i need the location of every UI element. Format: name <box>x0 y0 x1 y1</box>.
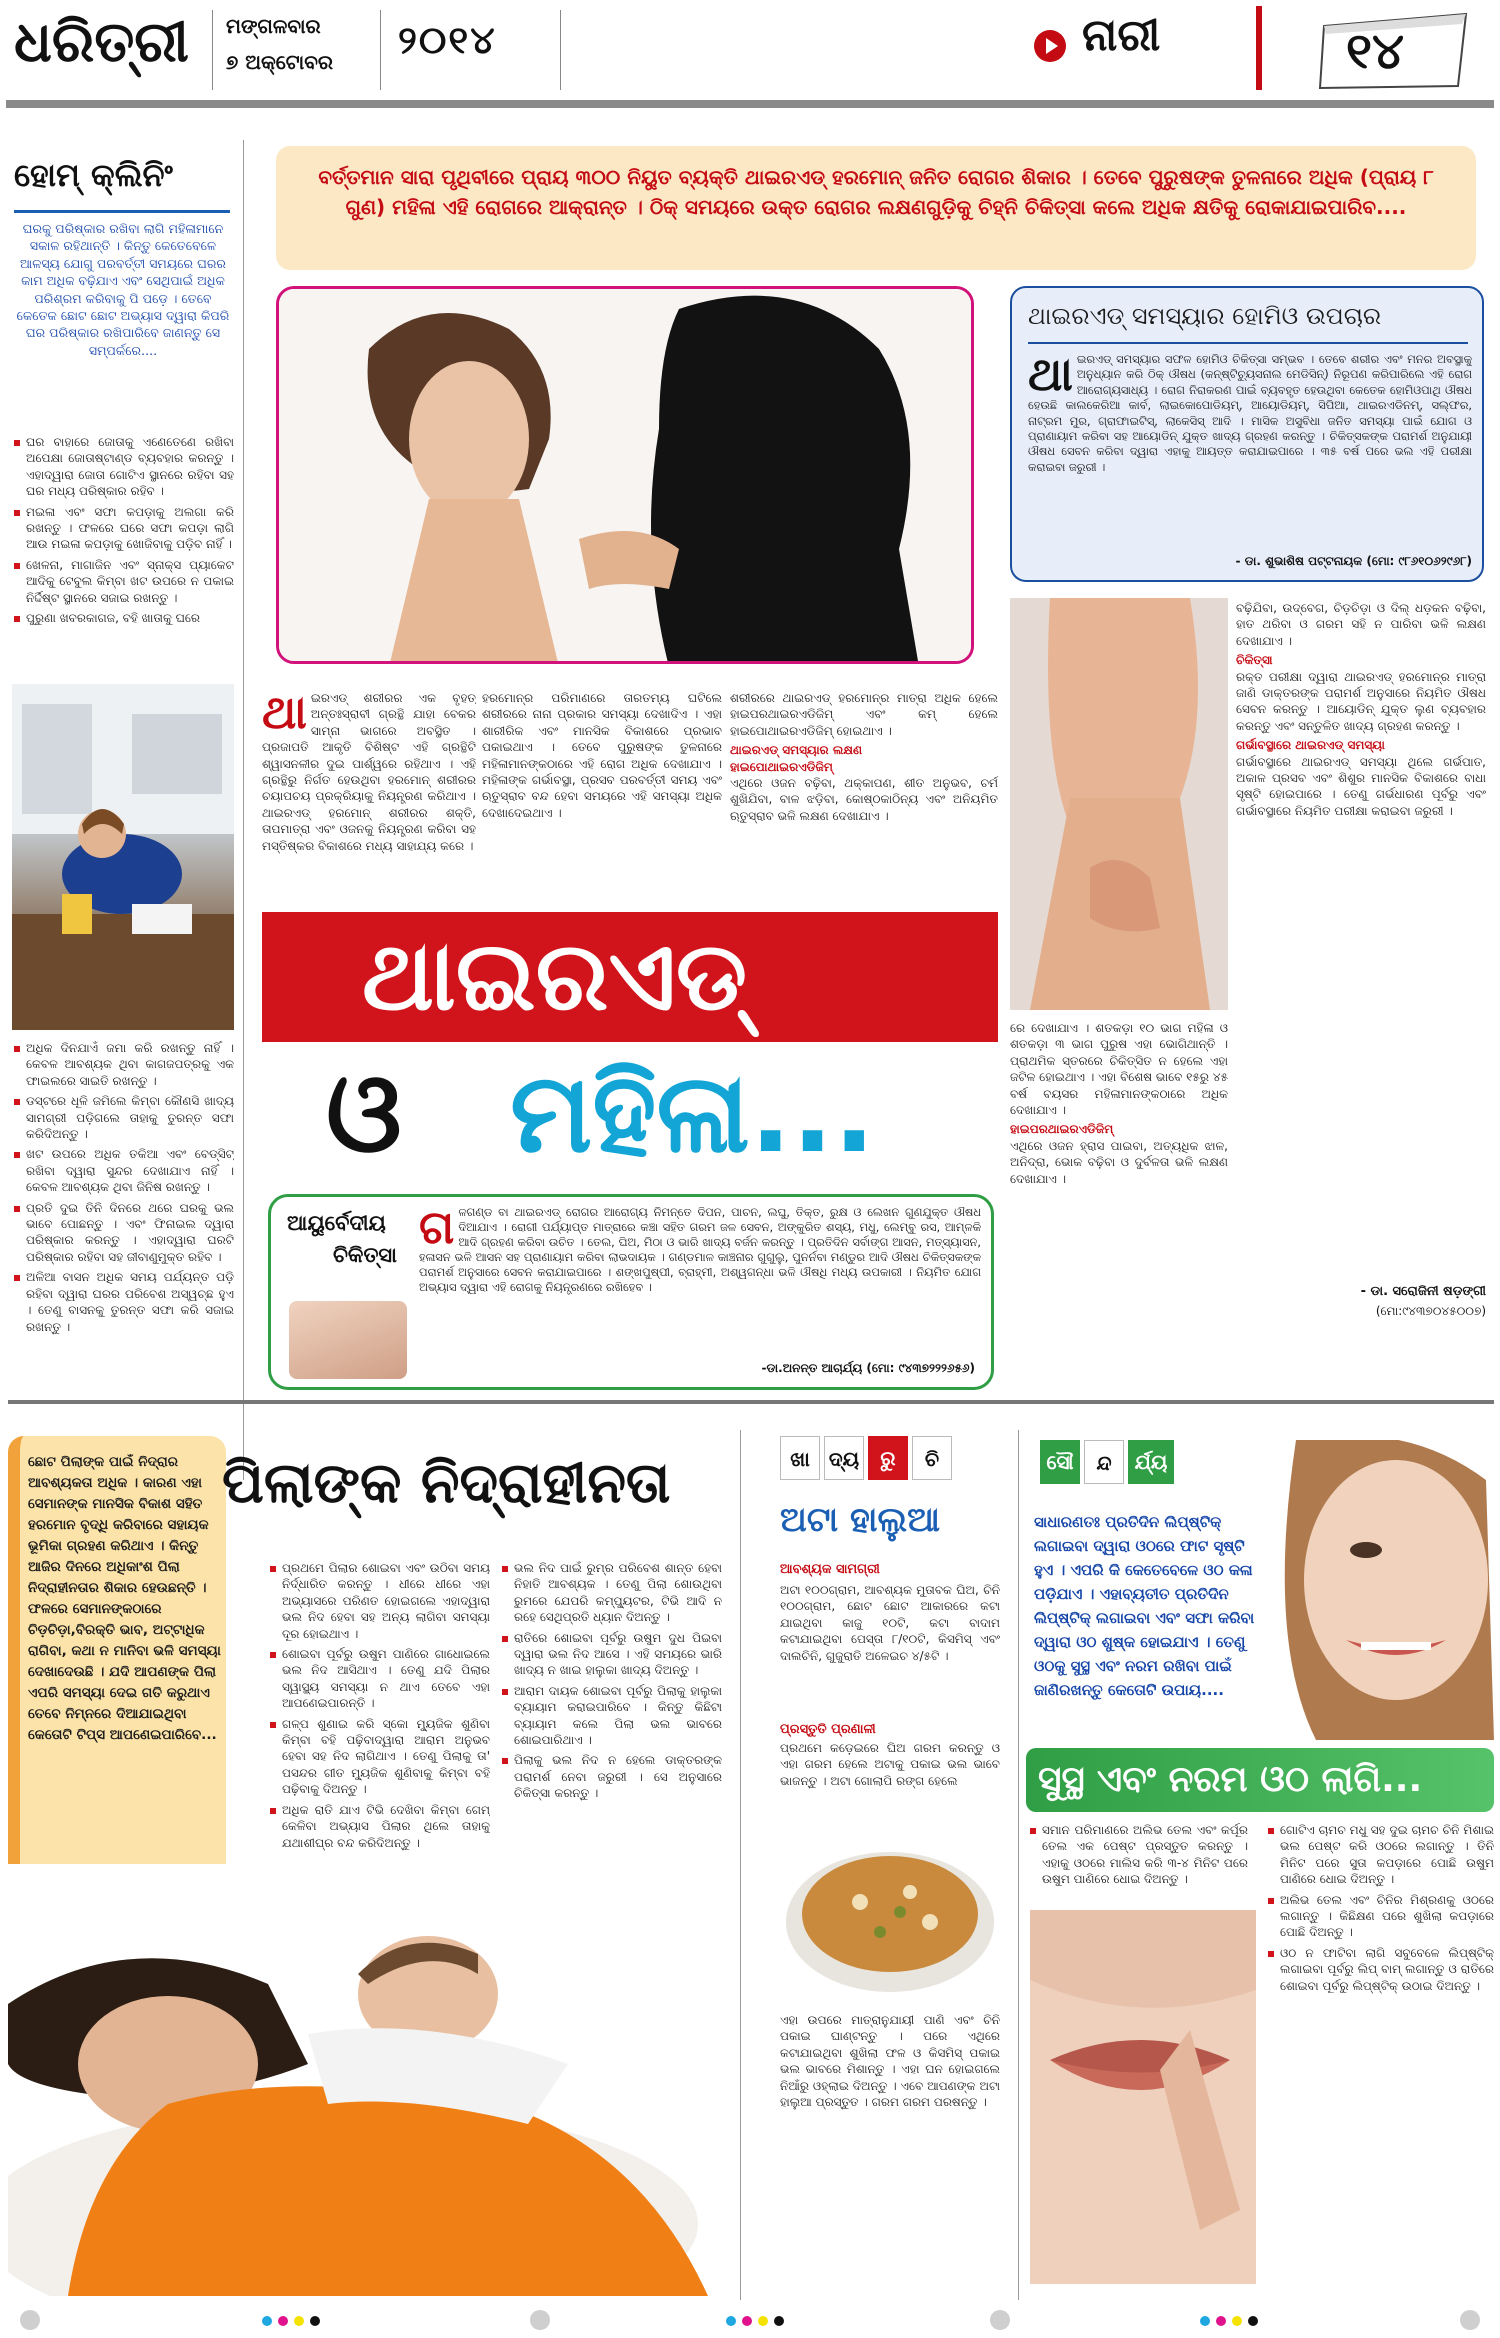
neck-photo <box>1010 598 1228 1010</box>
masthead <box>0 0 1500 112</box>
list-item: ଭଲ ନିଦ ପାଇଁ ରୁମ୍‌ର ପରିବେଶ ଶାନ୍ତ ହେବା ନିହାତି ଆବଶ୍ୟକ । ତେଣୁ ପିଲା ଶୋଉଥିବା ରୁମରେ ଯେପରି କମ୍ପ୍ୟୁଟର, ଟିଭି ଆଦି ନ ରହେ ସେଥିପ୍ରତି ଧ୍ୟାନ ଦିଅନ୍ତୁ । <box>500 1560 722 1626</box>
food-section <box>776 1432 1008 2292</box>
cleaning-woman-photo <box>12 684 234 1030</box>
home-cleaning-title: ହୋମ୍ କ୍ଲିନିଂ <box>14 156 173 194</box>
list-item: ଆରାମ ଦାୟକ ଶୋଇବା ପୂର୍ବରୁ ପିଲାକୁ ହାଲୁକା ବ୍ୟାୟାମ କରାଇପାରିବେ । କିନ୍ତୁ କିଛିଟା ବ୍ୟାୟାମ କଲେ ପିଲା ଭଲ ଭାବରେ ଶୋଇପାରିଥାଏ । <box>500 1683 722 1749</box>
lead-subhead: ହାଇପରଥାଇରଏଡିଜିମ୍ <box>1010 1122 1114 1137</box>
food-tag-1: ଖା <box>780 1436 820 1480</box>
page-number: ୧୪ <box>1346 22 1405 80</box>
homeo-box <box>1010 286 1484 582</box>
food-ingredients: ଅଟା ୧୦୦ଗ୍ରାମ, ଆବଶ୍ୟକ ମୁତାବକ ଘିଅ, ଚିନି ୧୦୦ଗ୍ରାମ, ଛୋଟ ଛୋଟ ଆକାରରେ କଟା ଯାଇଥିବା କାଜୁ ୧୦ଟି, କଟା ବାଦାମ କଟାଯାଇଥିବା ପେସ୍ତା ୮/୧୦ଟି, କିସମିସ୍ ଏବଂ ଦାଲଚିନି, ଗୁଜୁରାତି ଅଳେଇଚ ୪/୫ଟି । <box>780 1583 1000 1663</box>
lead-subhead: ଗର୍ଭାବସ୍ଥାରେ ଥାଇରଏଡ୍ ସମସ୍ୟା <box>1236 738 1385 753</box>
sleep-intro: ଛୋଟ ପିଲାଙ୍କ ପାଇଁ ନିଦ୍ରାର ଆବଶ୍ୟକତା ଅଧିକ । କାରଣ ଏହା ସେମାନଙ୍କ ମାନସିକ ବିକାଶ ସହିତ ହରମୋନ ବୃଦ୍ଧି କରିବାରେ ସହାୟକ ଭୂମିକା ଗ୍ରହଣ କରିଥାଏ । କିନ୍ତୁ ଆଜିର ଦିନରେ ଅଧିକାଂଶ ପିଲା ନିଦ୍ରାହୀନତାର ଶିକାର ହେଉଛନ୍ତି । ଫଳରେ ସେମାନଙ୍କଠାରେ ଚିଡ଼ଚିଡ଼ା,ବିରକ୍ତି ଭାବ, ଅଟ୍ଟାଧିକ ରାଗିବା, କଥା ନ ମାନିବା ଭଳି ସମସ୍ୟା ଦେଖାଦେଉଛି । ଯଦି ଆପଣଙ୍କ ପିଲା ଏପରି ସମସ୍ୟା ଦେଇ ଗତି କରୁଥାଏ ତେବେ ନିମ୍ନରେ ଦିଆଯାଇଥିବା କେତୋଟି ଟିପ୍ସ ଆପଣେଇପାରିବେ... <box>28 1454 221 1743</box>
home-cleaning-intro: ଘରକୁ ପରିଷ୍କାର ରଖିବା ଲାଗି ମହିଳାମାନେ ସକାଳ ରହିଥାନ୍ତି । କିନ୍ତୁ କେତେବେଳେ ଆଳସ୍ୟ ଯୋଗୁ ପରବର୍ତ୍ତୀ ସମୟରେ ଘରର କାମ ଅଧିକ ବଢ଼ିଯାଏ ଏବଂ ସେଥିପାଇଁ ଅଧିକ ପରିଶ୍ରମ କରିବାକୁ ପି ପଡ଼େ । ତେବେ କେତେକ ଛୋଟ ଛୋଟ ଅଭ୍ୟାସ ଦ୍ୱାରା କିପରି ଘର ପରିଷ୍କାର ରଖିପାରିବେ ଜାଣନ୍ତୁ ସେ ସମ୍ପର୍କରେ.... <box>16 221 230 358</box>
list-item: ଘର ବାହାରେ ଜୋତାକୁ ଏଣେତେଣେ ରଖିବା ଅପେକ୍ଷା ଜୋତାଷ୍ଟାଣ୍ଡ ବ୍ୟବହାର କରନ୍ତୁ । ଏହାଦ୍ୱାରା ଜୋତା ଗୋଟିଏ ସ୍ଥାନରେ ରହିବା ସହ ଘର ମଧ୍ୟ ପରିଷ୍କାର ରହିବ । <box>12 434 234 500</box>
lead-subhead: ହାଇପୋଥାଇରଏଡିଜିମ୍ <box>730 759 833 774</box>
lead-dropcap: ଥା <box>262 690 307 739</box>
homeo-title: ଥାଇରଏଡ୍ ସମସ୍ୟାର ହୋମିଓ ଉପଚାର <box>1028 302 1382 330</box>
lead-body-col3: ଶରୀରରେ ଥାଇରଏଡ୍ ହରମୋନ୍‌ର ମାତ୍ରା ଅଧିକ ହେଲେ ହାଇପରଥାଇରଏଡିଜିମ୍ ଏବଂ କମ୍ ହେଲେ ହାଇପୋଥାଇରଏଡିଜିମ୍ ହୋଇଥାଏ । ଥାଇରଏଡ୍ ସମସ୍ୟାର ଲକ୍ଷଣ ହାଇପୋଥାଇରଏଡିଜିମ୍ ଏଥିରେ ଓଜନ ବଢ଼ିବା, ଥକ୍କାପଣ, ଶୀତ ଅନୁଭବ, ଚର୍ମ ଶୁଖିଯିବା, ବାଳ ଝଡ଼ିବା, କୋଷ୍ଠକାଠିନ୍ୟ ଏବଂ ଅନିୟମିତ ଋତୁସ୍ରାବ ଭଳି ଲକ୍ଷଣ ଦେଖାଯାଏ । <box>730 691 998 823</box>
sleeping-mother-child-photo <box>8 1864 730 2296</box>
lead-body-col1: ଥା ଇରଏଡ୍ ଶରୀରର ଏକ ବୃହତ୍ ଅନ୍ତଃସ୍ରାବୀ ଗ୍ରନ୍ଥି ଯାହା ବେକର ସାମ୍ନା ଭାଗରେ ଅବସ୍ଥିତ । ପ୍ରଜାପତି ଆକୃତି ବିଶିଷ୍ଟ ଏହି ଗ୍ରନ୍ଥିଟି ଶ୍ୱାସନଳୀର ଦୁଇ ପାର୍ଶ୍ୱରେ ରହିଥାଏ । ଏହି ଗ୍ରନ୍ଥିରୁ ନିର୍ଗତ ହେଉଥିବା ହରମୋନ୍ ଶରୀରର ଚୟାପଚୟ ପ୍ରକ୍ରିୟାକୁ ନିୟନ୍ତ୍ରଣ କରିଥାଏ । ଥାଇରଏଡ୍ ହରମୋନ୍ ଶରୀରର ଶକ୍ତି, ତାପମାତ୍ରା ଏବଂ ଓଜନକୁ ନିୟନ୍ତ୍ରଣ କରିବା ସହ ମସ୍ତିଷ୍କର ବିକାଶରେ ମଧ୍ୟ ସାହାଯ୍ୟ କରେ । <box>262 690 476 853</box>
beauty-tag-2: ନ୍ଦ <box>1084 1440 1124 1484</box>
list-item: ପୁରୁଣା ଖବରକାଗଜ, ବହି ଖାତାକୁ ଘରେ <box>12 610 234 626</box>
home-cleaning-tips-bottom <box>12 1040 234 1470</box>
homeo-body: ଥା ଇରଏଡ୍ ସମସ୍ୟାର ସଫଳ ହୋମିଓ ଚିକିତ୍ସା ସମ୍ଭବ । ତେବେ ଶରୀର ଏବଂ ମନର ଅବସ୍ଥାକୁ ଅନୁଧ୍ୟାନ କରି ଠିକ୍ ଔଷଧ (କନ୍‌ଷ୍ଟିଚ୍ୟୁସନାଲ ମେଡିସିନ୍) ନିରୂପଣ କରିପାରିଲେ ଏହି ରୋଗ ଆରୋଗ୍ୟସାଧ୍ୟ । ରୋଗ ନିରାକରଣ ପାଇଁ ବ୍ୟବହୃତ ହେଉଥିବା କେତେକ ହୋମିଓପାଥି ଔଷଧ ହେଉଛି କାଲକେରିଆ କାର୍ବ, ଲାଇକୋପୋଡିୟମ୍, ଆୟୋଡିୟମ୍, ସିପିଆ, ଥାଇରଏଡିନମ୍, ସଲ୍‌ଫର, ନାଟ୍ରମ ମୁର, ଗ୍ରାଫାଇଟିସ୍, ଲାକେସିସ୍ ଆଦି । ମାସିକ ଅସୁବିଧା ଜନିତ ସମସ୍ୟା ପାଇଁ ଯୋଗ ଓ ପ୍ରାଣାୟାମ କରିବା ସହ ଆୟୋଡିନ୍ ଯୁକ୍ତ ଖାଦ୍ୟ ଗ୍ରହଣ କରନ୍ତୁ । ଚିକିତ୍ସକଙ୍କ ପରାମର୍ଶ ଅନୁଯାୟୀ ଔଷଧ ସେବନ କରିବା ଦ୍ୱାରା ଏହାକୁ ଆୟତ୍ତ କରାଯାଇପାରେ । ୩୫ ବର୍ଷ ପରେ ଭଲ ଏହି ପରୀକ୍ଷା କରାଇବା ଜରୁରୀ । <box>1028 352 1472 474</box>
home-cleaning-section <box>8 140 234 1475</box>
sleep-tips-left <box>268 1560 490 1860</box>
food-ingredients-title: ଆବଶ୍ୟକ ସାମଗ୍ରୀ <box>780 1562 880 1577</box>
food-method-title: ପ୍ରସ୍ତୁତି ପ୍ରଣାଳୀ <box>780 1722 876 1737</box>
homeo-author: - ଡା. ଶୁଭାଶିଷ ପଟ୍ଟନାୟକ (ମୋ: ୯୮୬୧୦୬୨୯୬୮) <box>1235 554 1472 568</box>
food-method-1: ପ୍ରଥମେ କଡ଼େଇରେ ଘିଅ ଗରମ କରନ୍ତୁ ଓ ଏହା ଗରମ ହେଲେ ଅଟାକୁ ପକାଇ ଭଲ ଭାବେ ଭାଜନ୍ତୁ । ଅଟା ଗୋଲାପି ରଙ୍ଗ ହେଲେ <box>780 1741 1000 1788</box>
food-tag-4: ଚି <box>912 1436 952 1480</box>
halwa-photo <box>780 1812 1000 2002</box>
beauty-intro: ସାଧାରଣତଃ ପ୍ରତିଦିନ ଲିପ୍‌ଷ୍ଟିକ୍ ଲଗାଇବା ଦ୍ୱାରା ଓଠରେ ଫାଟ ସୃଷ୍ଟି ହୁଏ । ଏପରି କି କେତେବେଳେ ଓଠ କଳା ପଡ଼ିଯାଏ । ଏହାବ୍ୟତୀତ ପ୍ରତିଦିନ ଲିପ୍‌ଷ୍ଟିକ୍ ଲଗାଇବା ଏବଂ ସଫା କରିବା ଦ୍ୱାରା ଓଠ ଶୁଷ୍କ ହୋଇଯାଏ । ତେଣୁ ଓଠକୁ ସୁସ୍ଥ ଏବଂ ନରମ ରଖିବା ପାଇଁ ଜାଣିରଖନ୍ତୁ କେତୋଟି ଉପାୟ.... <box>1034 1513 1255 1699</box>
beauty-tips-left <box>1028 1822 1248 1900</box>
list-item: ଅଧିକ ଦିନଯାଏଁ ଜମା କରି ରଖନ୍ତୁ ନାହିଁ । କେବଳ ଆବଶ୍ୟକ ଥିବା କାଗଜପତ୍ରକୁ ଏକ ଫାଇଲରେ ସାଇତି ରଖନ୍ତୁ । <box>12 1040 234 1089</box>
masthead-logo: ଧରିତ୍ରୀ <box>14 9 189 75</box>
list-item: ଶୋଇବା ପୂର୍ବରୁ ଉଷୁମ ପାଣିରେ ଗାଧୋଇଲେ ଭଲ ନିଦ ଆସିଥାଏ । ତେଣୁ ଯଦି ପିଲାର ସ୍ୱାସ୍ଥ୍ୟ ସମସ୍ୟା ନ ଥାଏ ତେବେ ଏହା ଆପଣେଇପାରନ୍ତି । <box>268 1646 490 1712</box>
list-item: ପିଲାକୁ ଭଲ ନିଦ ନ ହେଲେ ଡାକ୍ତରଙ୍କ ପରାମର୍ଶ ନେବା ଜରୁରୀ । ସେ ଅନୁସାରେ ଚିକିତ୍ସା କରନ୍ତୁ । <box>500 1752 722 1801</box>
food-tag-3: ରୁ <box>868 1436 908 1480</box>
sleep-intro-box <box>8 1436 226 1926</box>
sleep-title: ପିଲାଙ୍କ ନିଦ୍ରାହୀନତା <box>222 1451 671 1516</box>
masthead-day: ମଙ୍ଗଳବାର <box>226 14 321 38</box>
ayurveda-title-1: ଆୟୁର୍ବେଦୀୟ <box>287 1211 386 1235</box>
list-item: ଗୋଟିଏ ଚାମଚ ମଧୁ ସହ ଦୁଇ ଚାମଚ ଚିନି ମିଶାଇ ଭଲ ପେଷ୍ଟ କରି ଓଠରେ ଲଗାନ୍ତୁ । ତିନି ମିନିଟ ପରେ ସୁତା କପଡ଼ାରେ ପୋଛି ଉଷୁମ ପାଣିରେ ଧୋଇ ଦିଅନ୍ତୁ । <box>1266 1822 1494 1888</box>
food-title: ଅଟା ହାଲୁଆ <box>780 1500 941 1540</box>
ayurveda-box <box>268 1194 994 1390</box>
list-item: ଅଳିଆ ବାସନ ଅଧିକ ସମୟ ପର୍ଯ୍ୟନ୍ତ ପଡ଼ି ରହିବା ଦ୍ୱାରା ଘରର ପରିବେଶ ଅସ୍ୱଚ୍ଛ ହୁଏ । ତେଣୁ ବାସନକୁ ତୁରନ୍ତ ସଫା କରି ସଜାଇ ରଖନ୍ତୁ । <box>12 1269 234 1335</box>
homeo-dropcap: ଥା <box>1028 352 1073 401</box>
ayurveda-author: -ଡା.ଅନନ୍ତ ଆଚାର୍ଯ୍ୟ (ମୋ: ୯୪୩୭୨୨୨୬୫୬) <box>761 1361 975 1375</box>
list-item: ମଇଳା ଏବଂ ସଫା କପଡ଼ାକୁ ଅଲଗା କରି ରଖନ୍ତୁ । ଫଳରେ ଘରେ ସଫା କପଡ଼ା ଲାଗି ଆଉ ମଇଳା କପଡ଼ାକୁ ଖୋଜିବାକୁ ପଡ଼ିବ ନାହିଁ । <box>12 504 234 553</box>
beauty-tag-1: ସୌ <box>1040 1440 1080 1484</box>
lead-banner-text: ବର୍ତ୍ତମାନ ସାରା ପୃଥିବୀରେ ପ୍ରାୟ ୩୦୦ ନିୟୁତ ବ୍ୟକ୍ତି ଥାଇରଏଡ୍ ହରମୋନ୍ ଜନିତ ରୋଗର ଶିକାର । ତେବେ ପୁରୁଷଙ୍କ ତୁଳନାରେ ଅଧିକ (ପ୍ରାୟ ୮ ଗୁଣ) ମହିଳା ଏହି ରୋଗରେ ଆକ୍ରାନ୍ତ । ଠିକ୍ ସମୟରେ ଉକ୍ତ ରୋଗର ଲକ୍ଷଣଗୁଡ଼ିକୁ ଚିହ୍ନି ଚିକିତ୍ସା କଲେ ଅଧିକ କ୍ଷତିକୁ ରୋକାଯାଇପାରିବ.... <box>318 165 1434 219</box>
list-item: ଓଠ ନ ଫାଟିବା ଲାଗି ସବୁବେଳେ ଲିପ୍‌ଷ୍ଟିକ୍ ଲଗାଇବା ପୂର୍ବରୁ ଲିପ୍ ବାମ୍ ଲଗାନ୍ତୁ ଓ ରାତିରେ ଶୋଇବା ପୂର୍ବରୁ ଲିପ୍‌ଷ୍ଟିକ୍ ଉଠାଇ ଦିଅନ୍ତୁ । <box>1266 1945 1494 1994</box>
sleep-tips-right <box>500 1560 722 1860</box>
lips-photo <box>1030 1910 1256 2284</box>
list-item: ଖଟ ଉପରେ ଅଧିକ ତକିଆ ଏବଂ ବେଡ୍‌ସିଟ୍ ରଖିବା ଦ୍ୱାରା ସୁନ୍ଦର ଦେଖାଯାଏ ନାହିଁ । କେବଳ ଆବଶ୍ୟକ ଥିବା ଜିନିଷ ରଖନ୍ତୁ । <box>12 1146 234 1195</box>
list-item: ଗଳ୍ପ ଶୁଣାଇ କରି ସ୍କୋ ମ୍ୟୁଜିକ ଶୁଣିବା କିମ୍ବା ବହି ପଢ଼ିବାଦ୍ୱାରା ଆରାମ ଅନୁଭବ ହେବା ସହ ନିଦ ଲାଗିଥାଏ । ତେଣୁ ପିଲାକୁ ତା' ପସନ୍ଦର ଗୀତ ମ୍ୟୁଜିକ ଶୁଣିବାକୁ କିମ୍ବା ବହି ପଢ଼ିବାକୁ ଦିଅନ୍ତୁ । <box>268 1716 490 1798</box>
lead-headline-1: ଥାଇରଏଡ୍ <box>362 920 747 1032</box>
lead-body-mid: ରେ ଦେଖାଯାଏ । ଶତକଡ଼ା ୧୦ ଭାଗ ମହିଳା ଓ ଶତକଡ଼ା ୩ ଭାଗ ପୁରୁଷ ଏହା ଭୋଗିଥାନ୍ତି । ପ୍ରାଥମିକ ସ୍ତରରେ ଚିକିତ୍ସିତ ନ ହେଲେ ଏହା ଜଟିଳ ହୋଇଥାଏ । ଏହା ବିଶେଷ ଭାବେ ୧୫ରୁ ୪୫ ବର୍ଷ ବୟସର ମହିଳାମାନଙ୍କଠାରେ ଅଧିକ ଦେଖାଯାଏ । ହାଇପରଥାଇରଏଡିଜିମ୍ ଏଥିରେ ଓଜନ ହ୍ରାସ ପାଇବା, ଅତ୍ୟଧିକ ଝାଳ, ଅନିଦ୍ରା, ଭୋକ ବଢ଼ିବା ଓ ଦୁର୍ବଳତା ଭଳି ଲକ୍ଷଣ ଦେଖାଯାଏ । <box>1010 1021 1228 1186</box>
lead-headline-2a: ଓ <box>326 1049 402 1177</box>
thyroid-exam-photo <box>276 286 974 664</box>
masthead-date: ୭ ଅକ୍ଟୋବର <box>226 50 334 74</box>
beauty-tips-right <box>1266 1822 1494 2294</box>
lead-banner <box>276 146 1476 270</box>
list-item: ଅଧିକ ରାତି ଯାଏ ଟିଭି ଦେଖିବା କିମ୍ବା ଗେମ୍ କେଳିବା ଅଭ୍ୟାସ ପିଲାର ଥିଲେ ତାହାକୁ ଯଥାଶୀଘ୍ର ବନ୍ଦ କରିଦିଅନ୍ତୁ । <box>268 1802 490 1851</box>
ayurveda-title-2: ଚିକିତ୍ସା <box>333 1243 397 1267</box>
food-tag-2: ଦ୍ୟ <box>824 1436 864 1480</box>
list-item: ଖେଳନା, ମାଗାଜିନ ଏବଂ ସ୍ନାକ୍ସ ପ୍ୟାକେଟ ଆଦିକୁ ଟେବୁଲ କିମ୍ବା ଖଟ ଉପରେ ନ ପକାଇ ନିର୍ଦ୍ଦିଷ୍ଟ ସ୍ଥାନରେ ସଜାଇ ରଖନ୍ତୁ । <box>12 557 234 606</box>
list-item: ଡସ୍‌ଟରେ ଧୂଳି ଜମିଲେ କିମ୍ବା କୌଣସି ଖାଦ୍ୟ ସାମଗ୍ରୀ ପଡ଼ିଗଲେ ତାହାକୁ ତୁରନ୍ତ ସଫା କରିଦିଅନ୍ତୁ । <box>12 1093 234 1142</box>
list-item: ପ୍ରଥମେ ପିଲାର ଶୋଇବା ଏବଂ ଉଠିବା ସମୟ ନିର୍ଦ୍ଧାରିତ କରନ୍ତୁ । ଧୀରେ ଧୀରେ ଏହା ଅଭ୍ୟାସରେ ପରିଣତ ହୋଇଗଲେ ଏହାଦ୍ୱାରା ଭଲ ନିଦ ହେବା ସହ ଅନ୍ୟ ଲାଗିବା ସମସ୍ୟା ଦୂର ହୋଇଥାଏ । <box>268 1560 490 1642</box>
beauty-headline-bar <box>1026 1748 1494 1812</box>
beauty-face-photo <box>1256 1440 1494 1740</box>
lead-headline-2b: ମହିଳା... <box>510 1049 876 1177</box>
list-item: ଅଲିଭ ତେଲ ଏବଂ ଚିନିର ମିଶ୍ରଣକୁ ଓଠରେ ଲଗାନ୍ତୁ । କିଛିକ୍ଷଣ ପରେ ଶୁଖିଲା କପଡ଼ାରେ ପୋଛି ଦିଅନ୍ତୁ । <box>1266 1892 1494 1941</box>
masthead-year: ୨୦୧୪ <box>398 18 497 62</box>
lead-author: - ଡା. ସରୋଜିନୀ ଷଡ଼ଙ୍ଗୀ <box>1360 1284 1486 1299</box>
lead-subhead: ଥାଇରଏଡ୍ ସମସ୍ୟାର ଲକ୍ଷଣ <box>730 743 863 758</box>
ayurveda-neck-photo <box>289 1301 407 1379</box>
lead-body-col2: ହରମୋନ୍‌ର ପରିମାଣରେ ତାରତମ୍ୟ ଘଟିଲେ ଶରୀରରେ ନାନା ପ୍ରକାର ସମସ୍ୟା ଦେଖାଦିଏ । ଏହା ଶାରୀରିକ ଏବଂ ମାନସିକ ବିକାଶରେ ପ୍ରଭାବ ପକାଇଥାଏ । ତେବେ ପୁରୁଷଙ୍କ ତୁଳନାରେ ମହିଳାମାନଙ୍କଠାରେ ଏହି ରୋଗ ଅଧିକ ଦେଖାଯାଏ । ମହିଳାଙ୍କ ଗର୍ଭାବସ୍ଥା, ପ୍ରସବ ପରବର୍ତ୍ତୀ ସମୟ ଏବଂ ଋତୁସ୍ରାବ ବନ୍ଦ ହେବା ସମୟରେ ଏହି ସମସ୍ୟା ଅଧିକ ଦେଖାଦେଇଥାଏ । <box>482 691 722 820</box>
beauty-tag-3: ର୍ଯ୍ୟ <box>1128 1440 1174 1484</box>
list-item: ପ୍ରତି ଦୁଇ ତିନି ଦିନରେ ଥରେ ଘରକୁ ଭଲ ଭାବେ ପୋଛନ୍ତୁ । ଏବଂ ଫିନାଇଲ ଦ୍ୱାରା ପରିଷ୍କାର କରନ୍ତୁ । ଏହାଦ୍ୱାରା ଘରଟି ପରିଷ୍କାର ରହିବା ସହ ଜୀବାଣୁମୁକ୍ତ ରହିବ । <box>12 1200 234 1266</box>
print-registration-marks <box>0 2302 1500 2338</box>
play-icon <box>1034 30 1066 62</box>
lead-body-right: ବଢ଼ିଯିବା, ଉଦ୍‌ବେଗ, ଚିଡ଼ଚିଡ଼ା ଓ ଦିଲ୍ ଧଡ଼କନ ବଢ଼ିବା, ହାତ ଥରିବା ଓ ଗରମ ସହି ନ ପାରିବା ଭଳି ଲକ୍ଷଣ ଦେଖାଯାଏ । ଚିକିତ୍ସା ରକ୍ତ ପରୀକ୍ଷା ଦ୍ୱାରା ଥାଇରଏଡ୍ ହରମୋନ୍‌ର ମାତ୍ରା ଜାଣି ଡାକ୍ତରଙ୍କ ପରାମର୍ଶ ଅନୁସାରେ ନିୟମିତ ଔଷଧ ସେବନ କରନ୍ତୁ । ଆୟୋଡିନ୍ ଯୁକ୍ତ ଲୁଣ ବ୍ୟବହାର କରନ୍ତୁ ଏବଂ ସନ୍ତୁଳିତ ଖାଦ୍ୟ ଗ୍ରହଣ କରନ୍ତୁ । ଗର୍ଭାବସ୍ଥାରେ ଥାଇରଏଡ୍ ସମସ୍ୟା ଗର୍ଭାବସ୍ଥାରେ ଥାଇରଏଡ୍ ସମସ୍ୟା ଥିଲେ ଗର୍ଭପାତ, ଅକାଳ ପ୍ରସବ ଏବଂ ଶିଶୁର ମାନସିକ ବିକାଶରେ ବାଧା ସୃଷ୍ଟି ହୋଇପାରେ । ତେଣୁ ଗର୍ଭଧାରଣ ପୂର୍ବରୁ ଏବଂ ଗର୍ଭାବସ୍ଥାରେ ନିୟମିତ ପରୀକ୍ଷା କରାଇବା ଜରୁରୀ । <box>1236 601 1486 818</box>
lead-subhead: ଚିକିତ୍ସା <box>1236 653 1273 668</box>
beauty-headline: ସୁସ୍ଥ ଏବଂ ନରମ ଓଠ ଲାଗି... <box>1038 1759 1423 1800</box>
ayurveda-dropcap: ଗ <box>419 1205 455 1254</box>
list-item: ରାତିରେ ଶୋଇବା ପୂର୍ବରୁ ଉଷୁମ ଦୁଧ ପିଇବା ଦ୍ୱାରା ଭଲ ନିଦ ଆସେ । ଏହି ସମୟରେ ଭାରି ଖାଦ୍ୟ ନ ଖାଇ ହାଲୁକା ଖାଦ୍ୟ ଦିଅନ୍ତୁ । <box>500 1630 722 1679</box>
home-cleaning-tips-top <box>12 434 234 678</box>
page-number-tab <box>1316 8 1476 92</box>
lead-author-phone: (ମୋ:୯୪୩୭୦୪୫୦୦୭) <box>1375 1304 1486 1318</box>
food-method-2: ଏହା ଉପରେ ମାତ୍ରାନୁଯାୟୀ ପାଣି ଏବଂ ଚିନି ପକାଇ ଘାଣ୍ଟନ୍ତୁ । ପରେ ଏଥିରେ କଟାଯାଇଥିବା ଶୁଖିଲା ଫଳ ଓ କିସମିସ୍ ପକାଇ ଭଲ ଭାବରେ ମିଶାନ୍ତୁ । ଏହା ଘନ ହୋଇଗଲେ ନିଆଁରୁ ଓହ୍ଲାଇ ଦିଅନ୍ତୁ । ଏବେ ଆପଣଙ୍କ ଅଟା ହାଲୁଆ ପ୍ରସ୍ତୁତ । ଗରମ ଗରମ ପରଷନ୍ତୁ । <box>780 2013 1000 2110</box>
list-item: ସମାନ ପରିମାଣରେ ଅଲିଭ ତେଲ ଏବଂ କର୍ପୂର ତେଲ ଏକ ପେଷ୍ଟ ପ୍ରସ୍ତୁତ କରନ୍ତୁ । ଏହାକୁ ଓଠରେ ମାଲିସ କରି ୩-୪ ମିନିଟ ପରେ ଉଷୁମ ପାଣିରେ ଧୋଇ ଦିଅନ୍ତୁ । <box>1028 1822 1248 1888</box>
section-name: ନାରୀ <box>1082 10 1161 61</box>
ayurveda-body: ଗ ଳଗଣ୍ଡ ବା ଥାଇରଏଡ୍ ରୋଗର ଆରୋଗ୍ୟ ନିମନ୍ତେ ଦିପନ, ପାଚନ, ଲଘୁ, ତିକ୍ତ, ରୁକ୍ଷ ଓ ଲେଖନ ଗୁଣଯୁକ୍ତ ଔଷଧ ଦିଆଯାଏ । ରୋଗୀ ପର୍ଯ୍ୟାପ୍ତ ମାତ୍ରାରେ କଞ୍ଚା ସହିତ ଗରମ ଜଳ ସେବନ, ଅଙ୍କୁରିତ ଶସ୍ୟ, ମଧୁ, ଲେମ୍ବୁ ରସ, ଆମ୍ଳକି ଆଦି ଗ୍ରହଣ କରିବା ଉଚିତ । ତେଲ, ଘିଅ, ମିଠା ଓ ଭାରି ଖାଦ୍ୟ ବର୍ଜନ କରନ୍ତୁ । ପ୍ରତିଦିନ ସର୍ବାଙ୍ଗ ଆସନ, ମତ୍ସ୍ୟାସନ, ହଳାସନ ଭଳି ଆସନ ସହ ପ୍ରାଣାୟାମ କରିବା ଲାଭଦାୟକ । ଗଣ୍ଡମାଳ କାଞ୍ଚନାର ଗୁଗୁଲୁ, ପୁନର୍ନବା ମଣ୍ଡୁର ଆଦି ଔଷଧ ଚିକିତ୍ସକଙ୍କ ପରାମର୍ଶ ଅନୁସାରେ ସେବନ କରାଯାଇପାରେ । ଶଙ୍ଖପୁଷ୍ପୀ, ବ୍ରାହ୍ମୀ, ଅଶ୍ୱଗନ୍ଧା ଭଳି ଔଷଧି ମଧ୍ୟ ଉପକାରୀ । ନିୟମିତ ଯୋଗ ଅଭ୍ୟାସ ଦ୍ୱାରା ଏହି ରୋଗକୁ ନିୟନ୍ତ୍ରଣରେ ରଖିହେବ । <box>419 1205 981 1294</box>
lead-headline-bar <box>262 912 998 1042</box>
